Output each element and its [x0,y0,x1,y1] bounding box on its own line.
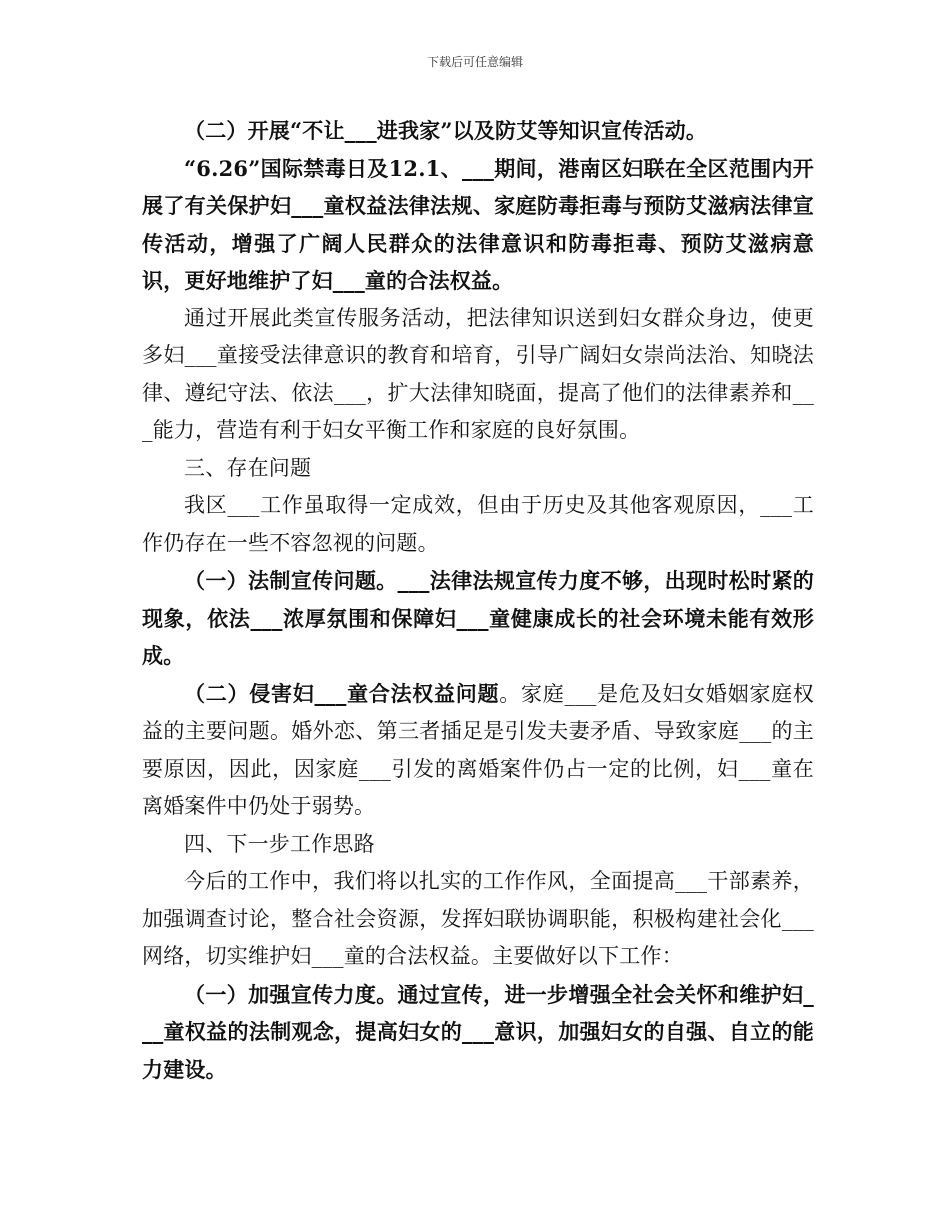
paragraph-campaign-effects: 通过开展此类宣传服务活动，把法律知识送到妇女群众身边，使更多妇___童接受法律意识的教育和培育，引导广阔妇女崇尚法治、知晓法律、遵纪守法、依法___，扩大法律知晓面，提高了他们的法律素养和___能力，营造有利于妇女平衡工作和家庭的良好氛围。 [142,305,814,442]
paragraph-problems-intro: 我区___工作虽取得一定成效，但由于历史及其他客观原因，___工作仍存在一些不容忽视的问题。 [142,493,814,555]
document-body [142,112,814,1088]
paragraph-drug-day-campaign: “6.26”国际禁毒日及12.1、___期间，港南区妇联在全区范围内开展了有关保护妇___童权益法律法规、家庭防毒拒毒与预防艾滋病法律宣传活动，增强了广阔人民群众的法律意识和防毒拒毒、预防艾滋病意识，更好地维护了妇___童的合法权益。 [142,155,814,293]
paragraph-legal-publicity-problem: （一）法制宣传问题。___法律法规宣传力度不够，出现时松时紧的现象，依法___浓厚氛围和保障妇___童健康成长的社会环境未能有效形成。 [142,568,814,668]
section-heading-problems: 三、存在问题 [184,455,312,480]
paragraph-rights-infringement-lead: （二）侵害妇___童合法权益问题 [184,680,500,706]
paragraph-rights-infringement-body: 。家庭___是危及妇女婚姻家庭权益的主要问题。婚外恋、第三者插足是引发夫妻矛盾、导致家庭___的主要原因，因此，因家庭___引发的离婚案件仍占一定的比例，妇___童在离婚案件中仍处于弱势。 [142,681,815,818]
paragraph-rights-infringement [142,675,814,826]
paragraph-strengthen-publicity: （一）加强宣传力度。通过宣传，进一步增强全社会关怀和维护妇___童权益的法制观念，提高妇女的___意识，加强妇女的自强、自立的能力建设。 [142,981,814,1082]
page-header: 下载后可任意编辑 [426,55,523,69]
subheading-awareness-campaign: （二）开展“不让___进我家”以及防艾等知识宣传活动。 [184,118,708,143]
paragraph-next-steps-intro: 今后的工作中，我们将以扎实的工作作风，全面提高___干部素养，加强调查讨论，整合社会资源，发挥妇联协调职能，积极构建社会化___网络，切实维护妇___童的合法权益。主要做好以下工作： [142,869,814,968]
section-heading-next-steps: 四、下一步工作思路 [184,831,375,856]
